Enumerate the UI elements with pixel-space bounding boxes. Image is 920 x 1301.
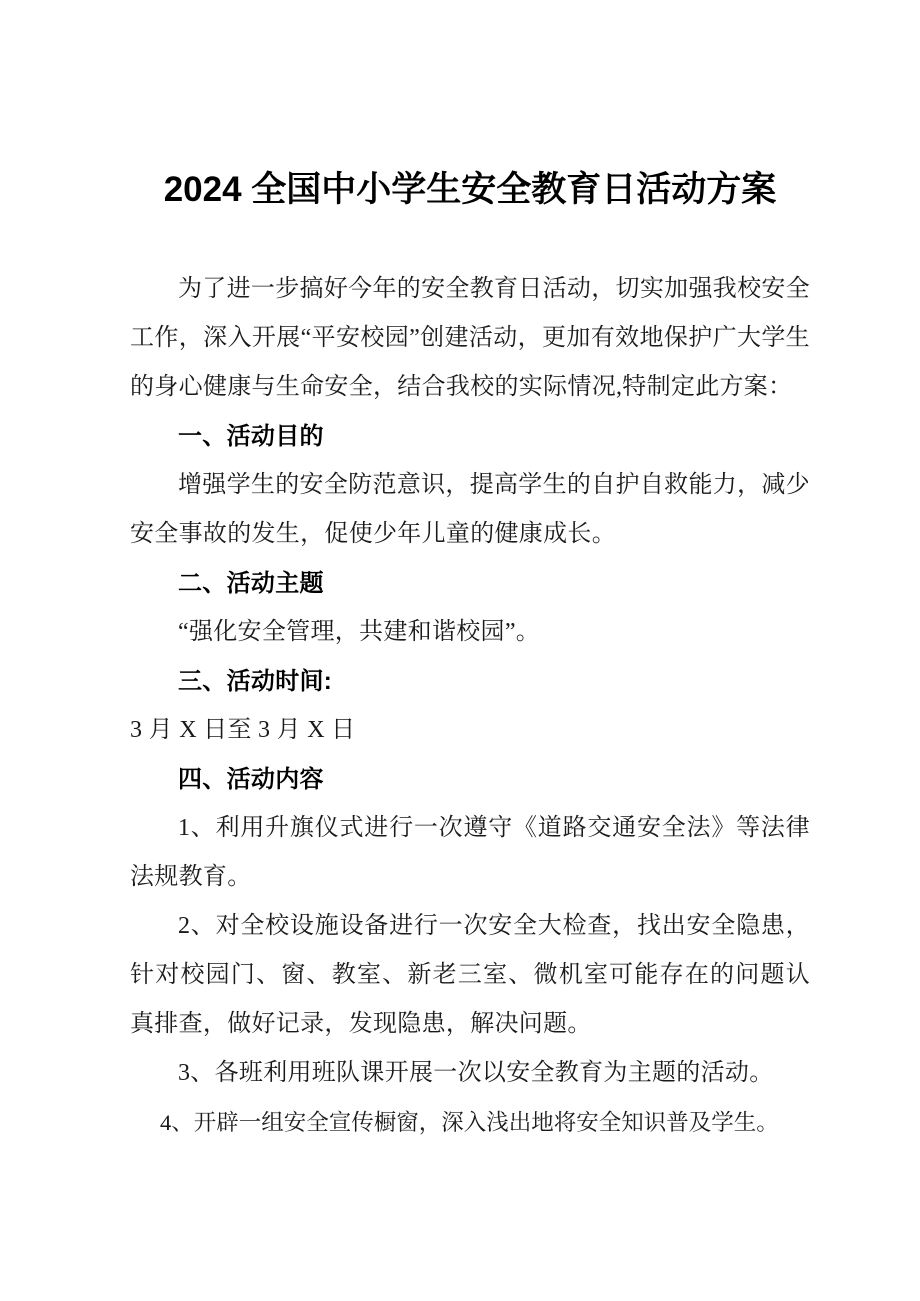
paragraph: 1、利用升旗仪式进行一次遵守《道路交通安全法》等法律法规教育。 [130, 815, 810, 890]
paragraph: 增强学生的安全防范意识，提高学生的自护自救能力，减少安全事故的发生，促使少年儿童的健康成长。 [130, 472, 810, 547]
paragraph: 3、各班利用班队课开展一次以安全教育为主题的活动。 [178, 1060, 774, 1086]
section-heading: 四、活动内容 [178, 766, 324, 793]
section-heading: 三、活动时间: [178, 668, 333, 695]
document-title: 2024 全国中小学生安全教育日活动方案 [163, 170, 777, 209]
paragraph: 3 月 X 日至 3 月 X 日 [130, 717, 356, 743]
document-body [130, 265, 810, 1147]
section-heading: 一、活动目的 [178, 423, 324, 450]
paragraph: 为了进一步搞好今年的安全教育日活动，切实加强我校安全工作，深入开展“平安校园”创建活动，更加有效地保护广大学生的身心健康与生命安全，结合我校的实际情况,特制定此方案： [130, 276, 810, 400]
section-heading: 二、活动主题 [178, 570, 324, 597]
paragraph: 4、开辟一组安全宣传橱窗，深入浅出地将安全知识普及学生。 [160, 1110, 779, 1135]
paragraph: 2、对全校设施设备进行一次安全大检查，找出安全隐患，针对校园门、窗、教室、新老三室、微机室可能存在的问题认真排查，做好记录，发现隐患，解决问题。 [130, 913, 810, 1037]
paragraph: “强化安全管理，共建和谐校园”。 [178, 619, 541, 645]
